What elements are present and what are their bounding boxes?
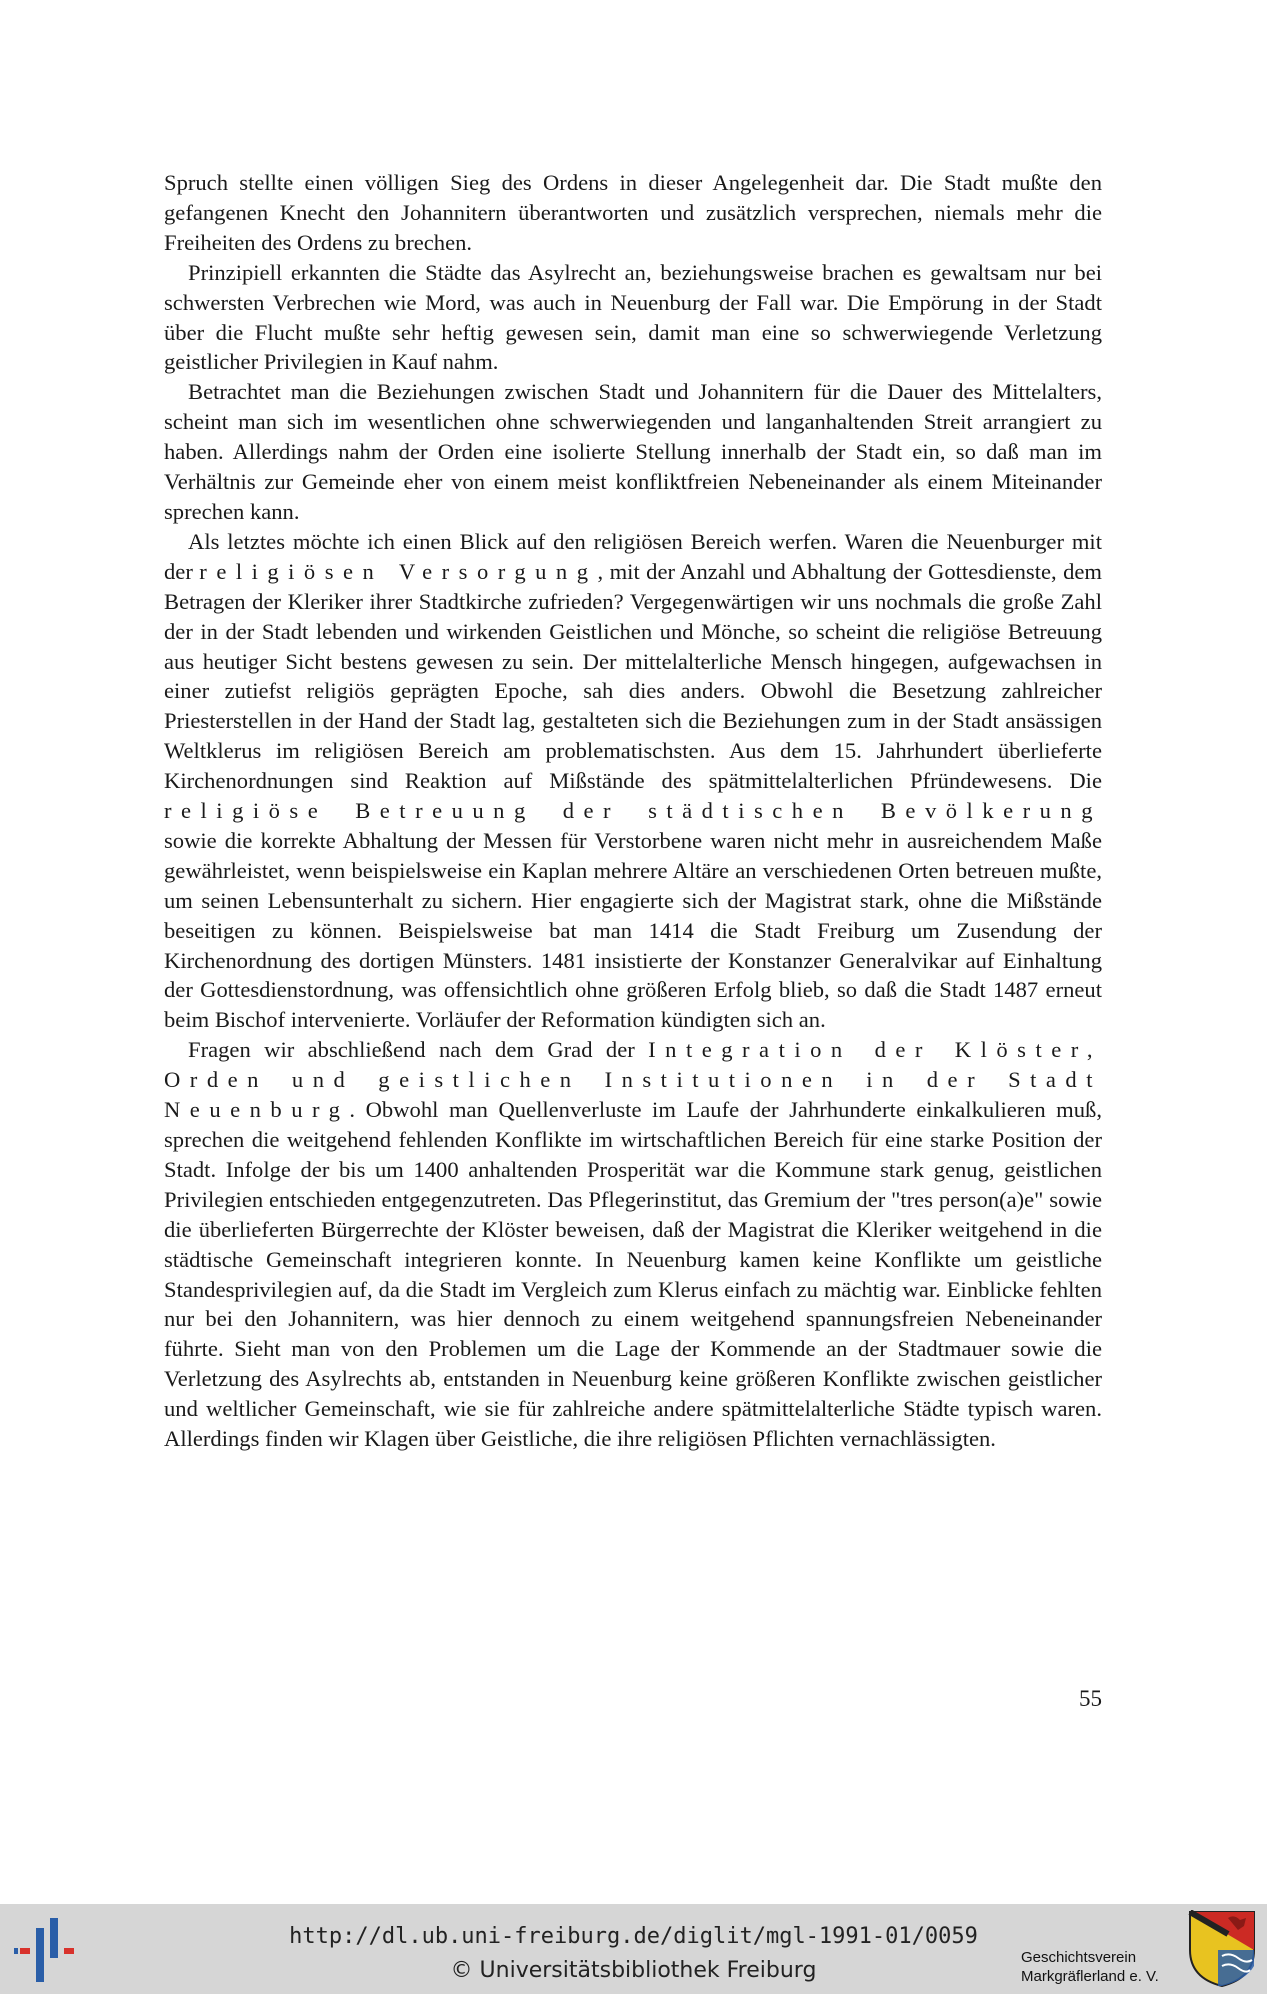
paragraph-4-part-a: Als letztes möchte ich einen Blick auf den religiösen Bereich werfen. Waren die Neuenburger mit der [164, 528, 1102, 584]
spaced-emphasis-religioese-versorgung: religiösen Versorgung [199, 558, 598, 584]
footer-url-link[interactable]: http://dl.ub.uni-freiburg.de/diglit/mgl-1991-01/0059 [289, 1924, 978, 1949]
paragraph-5-part-b: . Obwohl man Quellenverluste im Laufe der Jahrhunderte einkalkulieren muß, sprechen die weitgehend fehlenden Konflikte im wirtschaftlichen Bereich für eine starke Position der Stadt. Infolge der bis um 1400 anhaltenden Prosperität war die Kommune stark genug, geistlichen Privilegien entschieden entgegenzutreten. Das Pflegerinstitut, das Gremium der "tres person(a)e" sowie die überlieferten Bürgerrechte der Klöster beweisen, daß der Magistrat die Kleriker weitgehend in die städtische Gemeinschaft integrieren konnte. In Neuenburg kamen keine Konflikte um geistliche Standesprivilegien auf, da die Stadt im Vergleich zum Klerus einfach zu mächtig war. Einblicke fehlten nur bei den Johannitern, was hier dennoch zu einem weitgehend spannungsfreien Nebeneinander führte. Sieht man von den Problemen um die Lage der Kommende an der Stadtmauer sowie die Verletzung des Asylrechts ab, entstanden in Neuenburg keine größeren Konflikte zwischen geistlicher und weltlicher Gemeinschaft, wie sie für zahlreiche andere spätmittelalterliche Städte typisch waren. Allerdings finden wir Klagen über Geistliche, die ihre religiösen Pflichten vernachlässigten. [164, 1097, 1102, 1452]
document-body [164, 168, 1102, 1454]
paragraph-5 [164, 1035, 1102, 1454]
paragraph-2: Prinzipiell erkannten die Städte das Asylrecht an, beziehungsweise brachen es gewaltsam nur bei schwersten Verbrechen wie Mord, was auch in Neuenburg der Fall war. Die Empörung in der Stadt über die Flucht mußte sehr heftig gewesen sein, damit man eine so schwerwiegende Verletzung geistlicher Privilegien in Kauf nahm. [164, 259, 1102, 375]
page-number: 55 [1079, 1686, 1102, 1711]
society-crest-icon [1188, 1910, 1256, 1988]
spaced-emphasis-integration: Integration der Klöster, Orden und geistlichen Institutionen in der Stadt Neuenburg [164, 1037, 1102, 1123]
paragraph-4-part-c: sowie die korrekte Abhaltung der Messen für Verstorbene waren nicht mehr in ausreichendem Maße gewährleistet, wenn beispielsweise ein Kaplan mehrere Altäre an verschiedenen Orten betreuen mußte, um seinen Lebensunterhalt zu sichern. Hier engagierte sich der Magistrat stark, ohne die Mißstände beseitigen zu können. Beispielsweise bat man 1414 die Stadt Freiburg um Zusendung der Kirchenordnung des dortigen Münsters. 1481 insistierte der Konstanzer Generalvikar auf Einhaltung der Gottesdienstordnung, was offensichtlich ohne größeren Erfolg blieb, so daß die Stadt 1487 erneut beim Bischof intervenierte. Vorläufer der Reformation kündigten sich an. [164, 827, 1102, 1033]
paragraph-5-part-a: Fragen wir abschließend nach dem Grad der [188, 1037, 635, 1063]
society-name-line-2: Markgräflerland e. V. [1021, 1968, 1159, 1985]
footer-bar [0, 1904, 1267, 1994]
society-name [1021, 1948, 1159, 1986]
spaced-emphasis-religioese-betreuung: religiöse Betreuung der städtischen Bevölkerung [164, 798, 1102, 824]
paragraph-4 [164, 527, 1102, 1035]
footer-copyright: © Universitätsbibliothek Freiburg [450, 1958, 817, 1983]
paragraph-1: Spruch stellte einen völligen Sieg des Ordens in dieser Angelegenheit dar. Die Stadt mußte den gefangenen Knecht den Johannitern überantworten und zusätzlich versprechen, niemals mehr die Freiheiten des Ordens zu brechen. [164, 170, 1102, 255]
paragraph-4-part-b: , mit der Anzahl und Abhaltung der Gottesdienste, dem Betragen der Kleriker ihrer Stadtkirche zufrieden? Vergegenwärtigen wir uns nochmals die große Zahl der in der Stadt lebenden und wirkenden Geistlichen und Mönche, so scheint die religiöse Betreuung aus heutiger Sicht bestens gewesen zu sein. Der mittelalterliche Mensch hingegen, aufgewachsen in einer zutiefst religiös geprägten Epoche, sah dies anders. Obwohl die Besetzung zahlreicher Priesterstellen in der Hand der Stadt lag, gestalteten sich die Beziehungen zum in der Stadt ansässigen Weltklerus im religiösen Bereich am problematischsten. Aus dem 15. Jahrhundert überlieferte Kirchenordnungen sind Reaktion auf Mißstände des spätmittelalterlichen Pfründewesens. Die [164, 558, 1102, 794]
paragraph-3: Betrachtet man die Beziehungen zwischen Stadt und Johannitern für die Dauer des Mittelalters, scheint man sich im wesentlichen ohne schwerwiegenden und langanhaltenden Streit arrangiert zu haben. Allerdings nahm der Orden eine isolierte Stellung innerhalb der Stadt ein, so daß man im Verhältnis zur Gemeinde eher von einem meist konfliktfreien Nebeneinander als einem Miteinander sprechen kann. [164, 379, 1102, 524]
society-name-line-1: Geschichtsverein [1021, 1949, 1137, 1966]
